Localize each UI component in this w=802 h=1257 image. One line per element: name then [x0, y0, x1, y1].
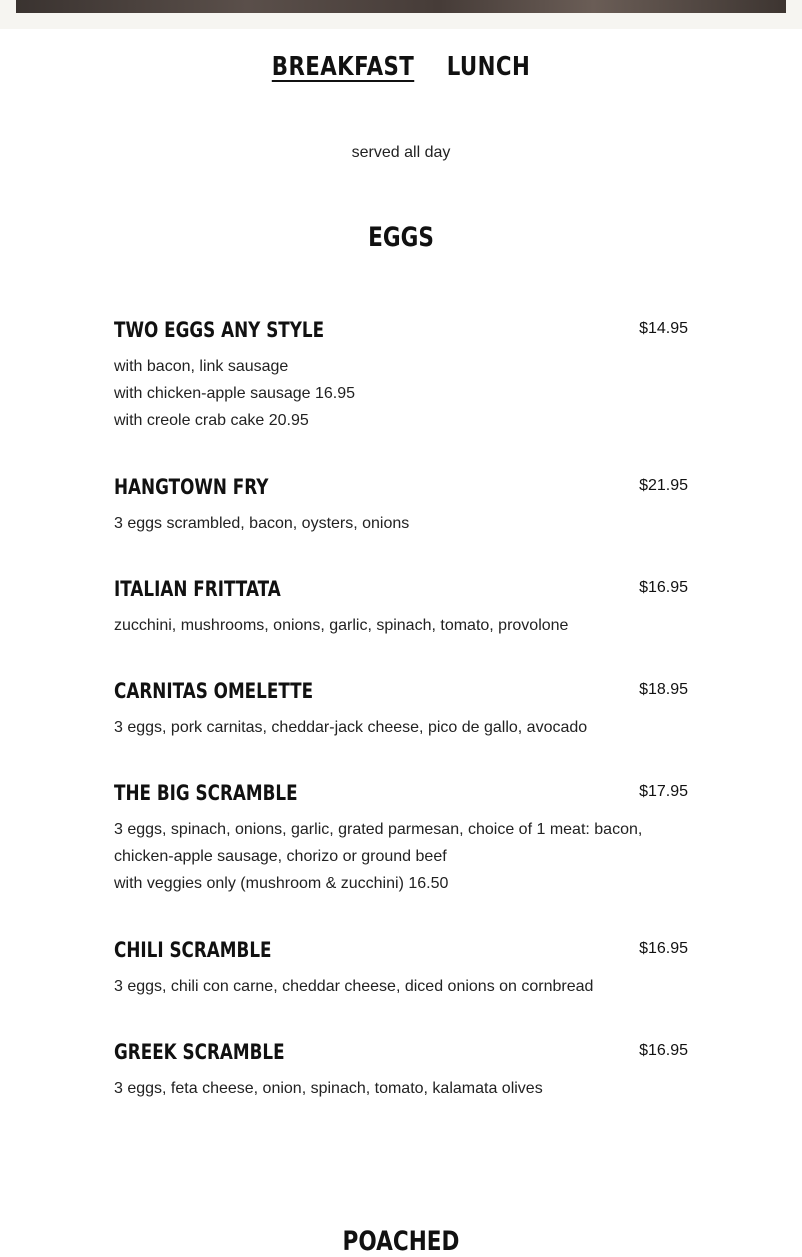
- menu-item-description: [114, 1075, 688, 1102]
- tab-lunch[interactable]: LUNCH: [446, 52, 531, 82]
- menu-item-name: THE BIG SCRAMBLE: [114, 781, 298, 805]
- menu-item: [114, 679, 688, 741]
- menu-item-name: GREEK SCRAMBLE: [114, 1040, 285, 1064]
- menu-item: [114, 781, 688, 897]
- description-line: chicken-apple sausage, chorizo or ground beef: [114, 848, 447, 865]
- top-strip: [0, 0, 802, 29]
- description-line: with chicken-apple sausage 16.95: [114, 385, 356, 402]
- menu-item-name: HANGTOWN FRY: [114, 475, 269, 499]
- description-line: 3 eggs scrambled, bacon, oysters, onions: [114, 515, 410, 532]
- description-line: 3 eggs, pork carnitas, cheddar-jack cheese, pico de gallo, avocado: [114, 719, 588, 736]
- menu-subtitle: served all day: [351, 144, 451, 161]
- description-line: with creole crab cake 20.95: [114, 412, 309, 429]
- description-line: with bacon, link sausage: [114, 358, 289, 375]
- hero-image: [16, 0, 786, 13]
- menu-item-price: $16.95: [639, 579, 688, 596]
- menu-item: [114, 1040, 688, 1102]
- menu-item-name: TWO EGGS ANY STYLE: [114, 318, 325, 342]
- menu-item-description: [114, 612, 688, 639]
- section-title-poached: POACHED: [342, 1226, 460, 1257]
- menu-item-price: $16.95: [639, 1042, 688, 1059]
- menu-item-price: $16.95: [639, 940, 688, 957]
- menu-item: [114, 475, 688, 537]
- tab-breakfast[interactable]: BREAKFAST: [271, 52, 415, 82]
- description-line: 3 eggs, feta cheese, onion, spinach, tomato, kalamata olives: [114, 1080, 543, 1097]
- description-line: with veggies only (mushroom & zucchini) 16.50: [114, 875, 449, 892]
- menu-item-price: $18.95: [639, 681, 688, 698]
- menu-item-description: [114, 510, 688, 537]
- menu-item-description: [114, 973, 688, 1000]
- menu-item-price: $17.95: [639, 783, 688, 800]
- menu-item-name: ITALIAN FRITTATA: [114, 577, 281, 601]
- menu-item-description: [114, 714, 688, 741]
- menu-item-description: [114, 816, 688, 897]
- menu-tabs: [72, 52, 730, 82]
- section-title-eggs: EGGS: [368, 222, 434, 253]
- menu-item: [114, 938, 688, 1000]
- menu-item-price: $14.95: [639, 320, 688, 337]
- menu-item: [114, 577, 688, 639]
- menu-item: [114, 318, 688, 434]
- menu-item-name: CARNITAS OMELETTE: [114, 679, 314, 703]
- menu-item-description: [114, 353, 688, 434]
- description-line: 3 eggs, chili con carne, cheddar cheese, diced onions on cornbread: [114, 978, 594, 995]
- description-line: zucchini, mushrooms, onions, garlic, spinach, tomato, provolone: [114, 617, 569, 634]
- menu-item-name: CHILI SCRAMBLE: [114, 938, 272, 962]
- description-line: 3 eggs, spinach, onions, garlic, grated parmesan, choice of 1 meat: bacon,: [114, 821, 643, 838]
- menu-item-price: $21.95: [639, 477, 688, 494]
